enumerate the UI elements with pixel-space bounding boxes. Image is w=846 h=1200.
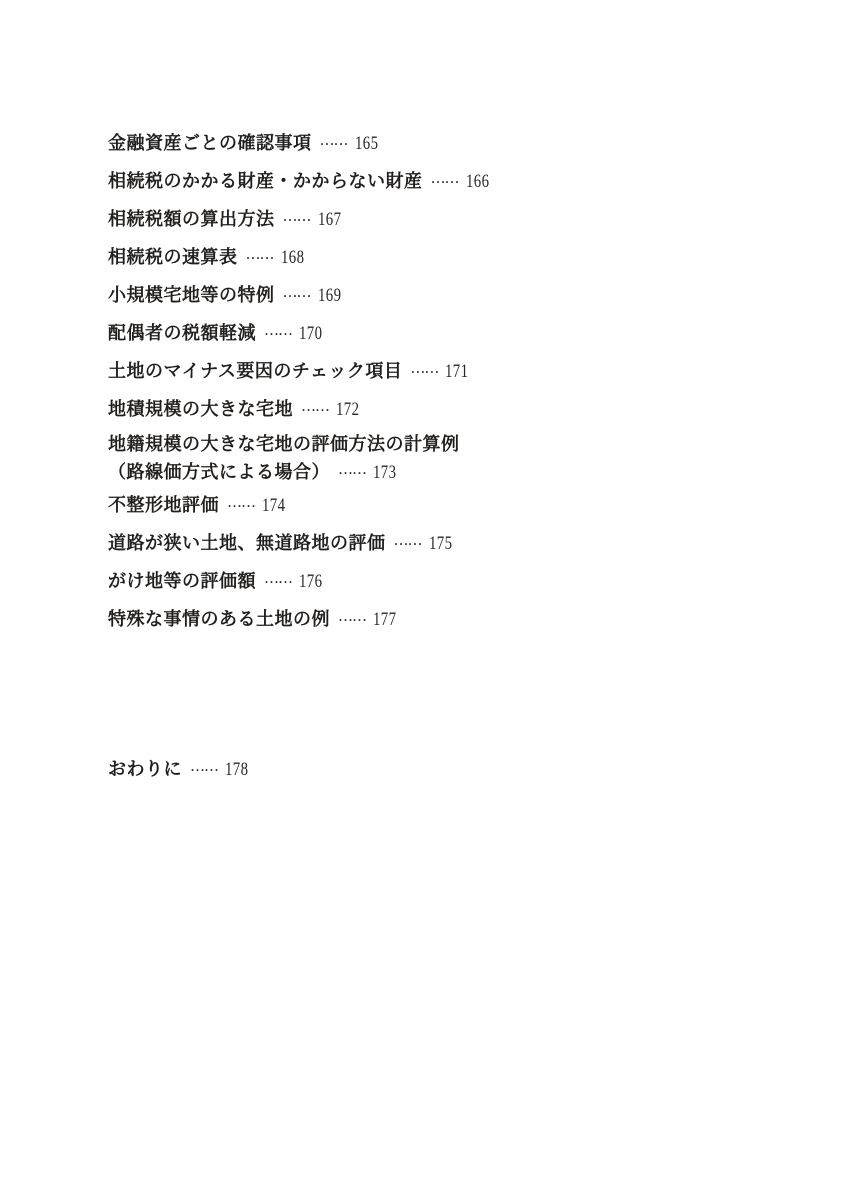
- toc-entry: [108, 125, 748, 163]
- toc-entry: [108, 391, 748, 429]
- toc-entry-title: 金融資産ごとの確認事項: [108, 133, 312, 154]
- dot-leader: ……: [190, 757, 218, 775]
- page-number: 176: [299, 571, 323, 592]
- toc-entry: [108, 353, 748, 391]
- toc-entry-title-line2: （路線価方式による場合） …… 173: [108, 459, 748, 487]
- page-number: 174: [262, 495, 286, 516]
- toc-entry-title: 相続税の速算表: [108, 247, 238, 268]
- page-number: 172: [336, 399, 360, 420]
- toc-entry: [108, 315, 748, 353]
- dot-leader: ……: [430, 169, 459, 187]
- dot-leader: ……: [227, 493, 255, 511]
- dot-leader: ……: [245, 245, 274, 263]
- toc-entry: [108, 201, 748, 239]
- toc-entry-title: 不整形地評価: [108, 495, 219, 516]
- toc-entry: [108, 525, 748, 563]
- toc-entry-title: 道路が狭い土地、無道路地の評価: [108, 533, 386, 554]
- page-number: 168: [280, 247, 304, 268]
- page-number: 165: [354, 133, 378, 154]
- toc-entry-title: 土地のマイナス要因のチェック項目: [108, 361, 403, 382]
- page-number: 173: [373, 462, 397, 483]
- dot-leader: ……: [410, 359, 439, 377]
- page-number: 170: [299, 323, 323, 344]
- page-number: 171: [445, 361, 469, 382]
- toc-entry: [108, 563, 748, 601]
- toc-entry: [108, 277, 748, 315]
- page-number: 169: [317, 285, 341, 306]
- ending-entry: [108, 751, 748, 789]
- dot-leader: ……: [393, 531, 422, 549]
- toc-entry: [108, 601, 748, 639]
- toc-entry: [108, 239, 748, 277]
- dot-leader: ……: [282, 207, 311, 225]
- page-number: 166: [465, 171, 489, 192]
- page-number: 178: [225, 759, 249, 780]
- toc-entry-title: 相続税額の算出方法: [108, 209, 275, 230]
- page-number: 177: [373, 609, 397, 630]
- toc-entry-title: 地積規模の大きな宅地: [108, 399, 293, 420]
- dot-leader: ……: [301, 397, 329, 415]
- toc-entry-title: 特殊な事情のある土地の例: [108, 609, 330, 630]
- toc-entry: [108, 429, 748, 487]
- ending-title: おわりに: [108, 759, 182, 780]
- toc-entry-title: 小規模宅地等の特例: [108, 285, 275, 306]
- dot-leader: ……: [338, 607, 366, 625]
- page-number: 167: [317, 209, 341, 230]
- toc-entry-title: 相続税のかかる財産・かからない財産: [108, 171, 423, 192]
- toc-entry-title: がけ地等の評価額: [108, 571, 256, 592]
- dot-leader: ……: [264, 569, 292, 587]
- toc-entry: [108, 163, 748, 201]
- dot-leader: ……: [338, 460, 366, 478]
- dot-leader: ……: [282, 283, 311, 301]
- page-number: 175: [428, 533, 452, 554]
- toc-entry-title: 配偶者の税額軽減: [108, 323, 256, 344]
- toc-entry: [108, 487, 748, 525]
- toc-entry-title-line1: 地籍規模の大きな宅地の評価方法の計算例: [108, 434, 460, 455]
- dot-leader: ……: [264, 321, 292, 339]
- toc-list: [108, 125, 748, 789]
- dot-leader: ……: [319, 131, 348, 149]
